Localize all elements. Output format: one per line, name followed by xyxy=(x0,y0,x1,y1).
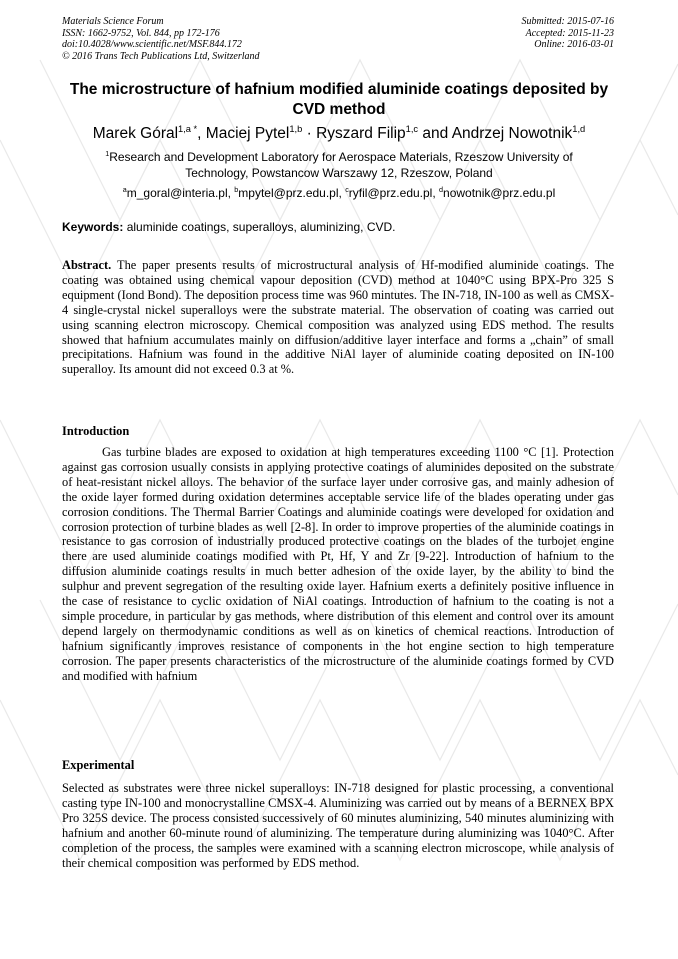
abstract-text: The paper presents results of microstructural analysis of Hf-modified aluminide coatings. The coating was obtained using chemical vapour deposition (CVD) method at 1040°C using BPX-Pro 325 S equipment (Iond Bond). The deposition process time was 960 mintutes. The IN-718, IN-100 as well as CMSX-4 single-crystal nickel superalloys were the substrate material. The observation of coating was carried out using scanning electron microscopy. Chemical composition was analyzed using EDS method. The results showed that hafnium accumulates mainly on diffusion/additive layer interface and forms a „chain” of small precipitations. Hafnium was found in the additive NiAl layer of aluminide coating deposited on IN-100 superalloy. Its amount did not exceed 0.3 at %. xyxy=(62,258,615,377)
introduction-heading: Introduction xyxy=(62,424,130,438)
keywords-text: aluminide coatings, superalloys, aluminizing, CVD. xyxy=(126,220,396,234)
introduction-text: Gas turbine blades are exposed to oxidation at high temperatures exceeding 1100 °C [1]. Protection against gas corrosion usually consists in applying protective coatings of aluminides deposited on the substrate of heat-resistant nickel alloys. The behavior of the surface layer under corrosive gas, and mainly adhesion of the oxide layer formed during oxidation determines acceptable service life of the blades operating under gas corrosion conditions. The Thermal Barrier Coatings and aluminide coatings were developed for oxidation and corrosion protection of turbine blades as well [2-8]. In order to improve properties of the aluminide coatings in resistance to gas corrosion of industrially produced protective coatings on the blades of the turbojet engine there are used aluminide coatings modified with Pt, Hf, Y and Zr [9-22]. Introduction of hafnium to the diffusion aluminide coatings results in much better adhesion of the oxide layer, by the ability to bind the sulphur and prevent segregation of the resulting oxide layer. Hafnium exerts a definitely positive influence in the case of resistance to cyclic oxidation of NiAl coatings. Introduction of hafnium to the coating is not a simple procedure, in particular by gas methods, where distribution of this element and control over its amount depend largely on thermodynamic conditions as well as on kinetics of chemical reactions. Introduction of hafnium significantly improves resistance of components in the hot engine section to high temperature corrosion. The paper presents characteristics of the microstructure of the aluminide coatings formed by CVD and modified with hafnium xyxy=(62,445,614,683)
author-name: Maciej Pytel xyxy=(205,125,290,142)
online-date: Online: 2016-03-01 xyxy=(534,39,614,51)
author-list: Marek Góral$^{1,a *}$, Maciej Pytel$^{1,b}$ · Ryszard Filip$^{1,c}$ and Andrzej Nowotnik$^{1,d}$ xyxy=(92,123,586,142)
submitted-date: Submitted: 2015-07-16 xyxy=(521,16,614,27)
abstract xyxy=(62,258,614,377)
keywords-label: Keywords: xyxy=(62,220,124,234)
submission-dates xyxy=(522,16,615,51)
email-link[interactable]: mpytel@prz.edu.pl xyxy=(238,186,339,200)
email-link[interactable]: m_goral@interia.pl xyxy=(126,186,228,200)
author-name: Ryszard Filip xyxy=(316,125,406,142)
accepted-date: Accepted: 2015-11-23 xyxy=(525,27,614,39)
author-name: Marek Góral xyxy=(92,125,179,142)
affiliation: $^1$Research and Development Laboratory for Aerospace Materials, Rzeszow University of Technology, Powstancow Warszawy 12, Rzeszow, Poland xyxy=(105,149,573,180)
author-affiliation-mark: 1,d xyxy=(572,123,586,134)
paper-title: The microstructure of hafnium modified aluminide coatings deposited by CVD method xyxy=(69,81,609,118)
keywords xyxy=(62,220,616,235)
journal-copyright: © 2016 Trans Tech Publications Ltd, Switzerland xyxy=(62,50,260,62)
experimental-heading: Experimental xyxy=(62,758,135,772)
email-list: $^a$m_goral@interia.pl, $^b$mpytel@prz.edu.pl, $^c$ryfil@prz.edu.pl, $^d$nowotnik@prz.edu.pl xyxy=(122,185,556,200)
author-affiliation-mark: 1,a * xyxy=(178,123,198,134)
email-link[interactable]: ryfil@prz.edu.pl xyxy=(348,186,433,200)
journal-name: Materials Science Forum xyxy=(62,16,164,27)
author-affiliation-mark: 1,b xyxy=(289,123,303,134)
abstract-label: Abstract. xyxy=(62,258,112,272)
author-affiliation-mark: 1,c xyxy=(405,123,419,134)
journal-issn: ISSN: 1662-9752, Vol. 844, pp 172-176 xyxy=(62,27,220,39)
journal-doi: doi:10.4028/www.scientific.net/MSF.844.172 xyxy=(62,39,242,51)
author-name: Andrzej Nowotnik xyxy=(451,125,573,142)
email-link[interactable]: nowotnik@prz.edu.pl xyxy=(443,186,556,200)
journal-info xyxy=(62,16,260,62)
experimental-text: Selected as substrates were three nickel superalloys: IN-718 designed for plastic processing, a conventional casting type IN-100 and monocrystalline CMSX-4. Aluminizing was carried out by means of a BERNEX BPX Pro 325S device. The process consisted successively of 60 minutes aluminizing, 540 minutes aluminizing with hafnium and another 60-minute round of aluminizing. The temperature during aluminizing was 1040°C. After completion of the process, the samples were examined with a scanning electron microscope, while analysis of their chemical composition was performed by EDS method. xyxy=(62,781,614,870)
